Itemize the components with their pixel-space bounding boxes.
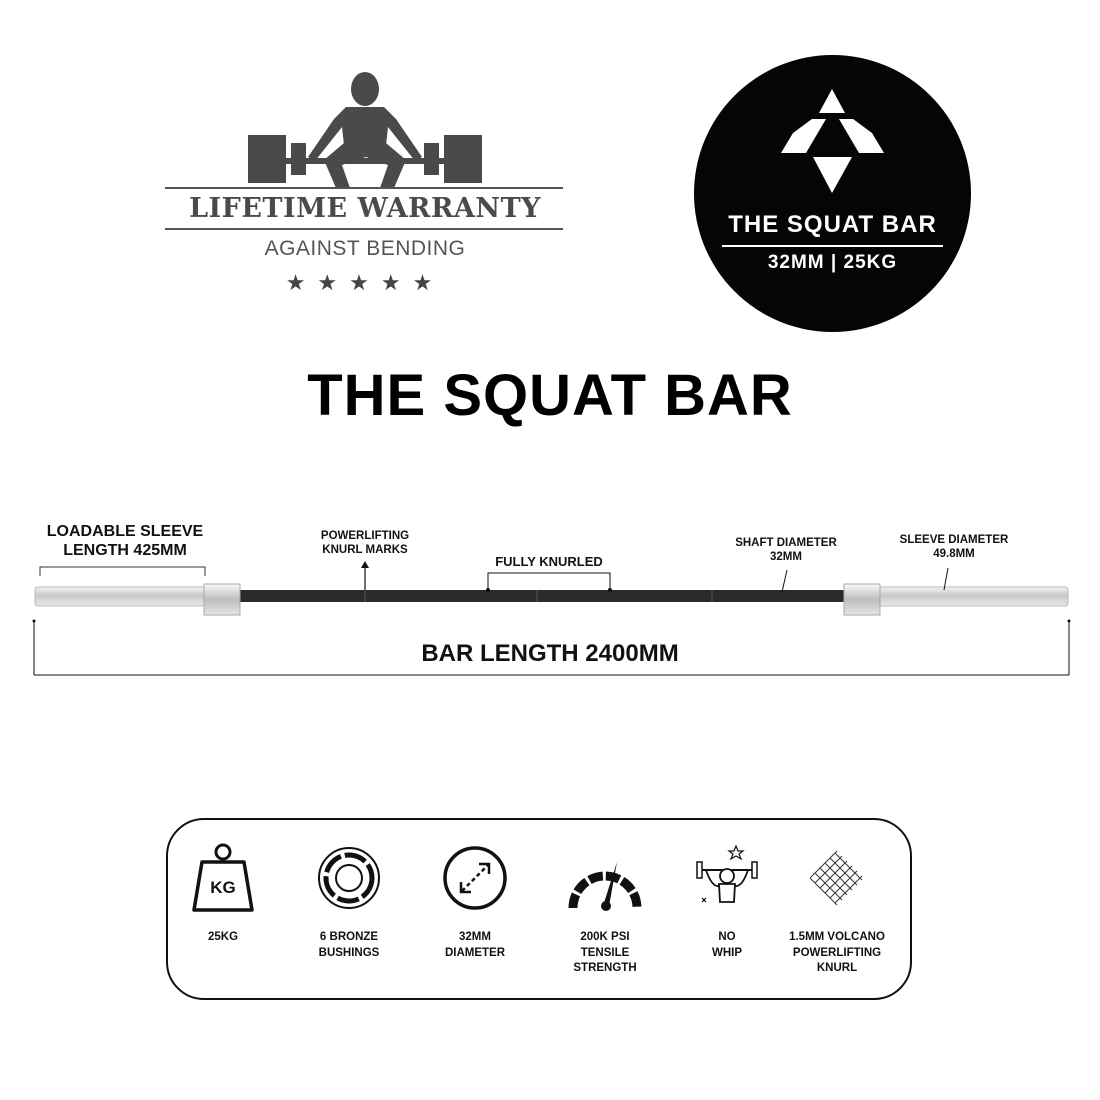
feature-label: 200K PSI TENSILE STRENGTH <box>573 931 637 975</box>
feature-tensile <box>550 840 660 977</box>
kettlebell-kg-icon <box>188 840 258 916</box>
gauge-icon <box>567 840 643 916</box>
feature-label: NO WHIP <box>711 931 743 959</box>
brand-divider <box>722 245 943 247</box>
brand-logo-icon <box>779 85 886 197</box>
feature-no-whip <box>672 840 782 961</box>
diameter-icon <box>440 840 510 916</box>
squatting-lifter-icon <box>160 65 570 190</box>
bushing-icon <box>314 840 384 916</box>
sleeve-diameter-label: SLEEVE DIAMETER 49.8MM <box>899 534 1009 560</box>
shaft-diameter-label: SHAFT DIAMETER 32MM <box>735 537 837 563</box>
feature-weight <box>168 840 278 946</box>
warranty-badge <box>160 65 570 305</box>
warranty-title: LIFETIME WARRANTY <box>189 193 541 224</box>
feature-bushings <box>294 840 404 961</box>
feature-label: 1.5MM VOLCANO POWERLIFTING KNURL <box>789 931 885 975</box>
brand-badge <box>694 55 971 332</box>
brand-name: THE SQUAT BAR <box>728 211 937 238</box>
fully-knurled-label: FULLY KNURLED <box>495 554 603 569</box>
page-title: THE SQUAT BAR <box>307 363 793 428</box>
svg-text:KG: KG <box>210 878 236 897</box>
feature-diameter <box>420 840 530 961</box>
warranty-subtitle: AGAINST BENDING <box>264 237 466 260</box>
sleeve-length-label: LOADABLE SLEEVE LENGTH 425MM <box>46 523 204 560</box>
bar-diagram <box>0 510 1100 690</box>
brand-spec: 32MM | 25KG <box>767 252 898 273</box>
bar-length-label: BAR LENGTH 2400MM <box>421 640 679 667</box>
feature-label: 25KG <box>207 931 239 943</box>
features-panel <box>166 818 912 1000</box>
rating-stars: ★★★★★ <box>285 270 445 295</box>
feature-label: 6 BRONZE BUSHINGS <box>318 931 380 959</box>
knurl-marks-label: POWERLIFTING KNURL MARKS <box>320 530 410 556</box>
feature-knurl <box>782 840 892 977</box>
knurl-pattern-icon <box>802 840 872 916</box>
feature-label: 32MM DIAMETER <box>444 931 506 959</box>
lifter-icon <box>692 840 762 916</box>
